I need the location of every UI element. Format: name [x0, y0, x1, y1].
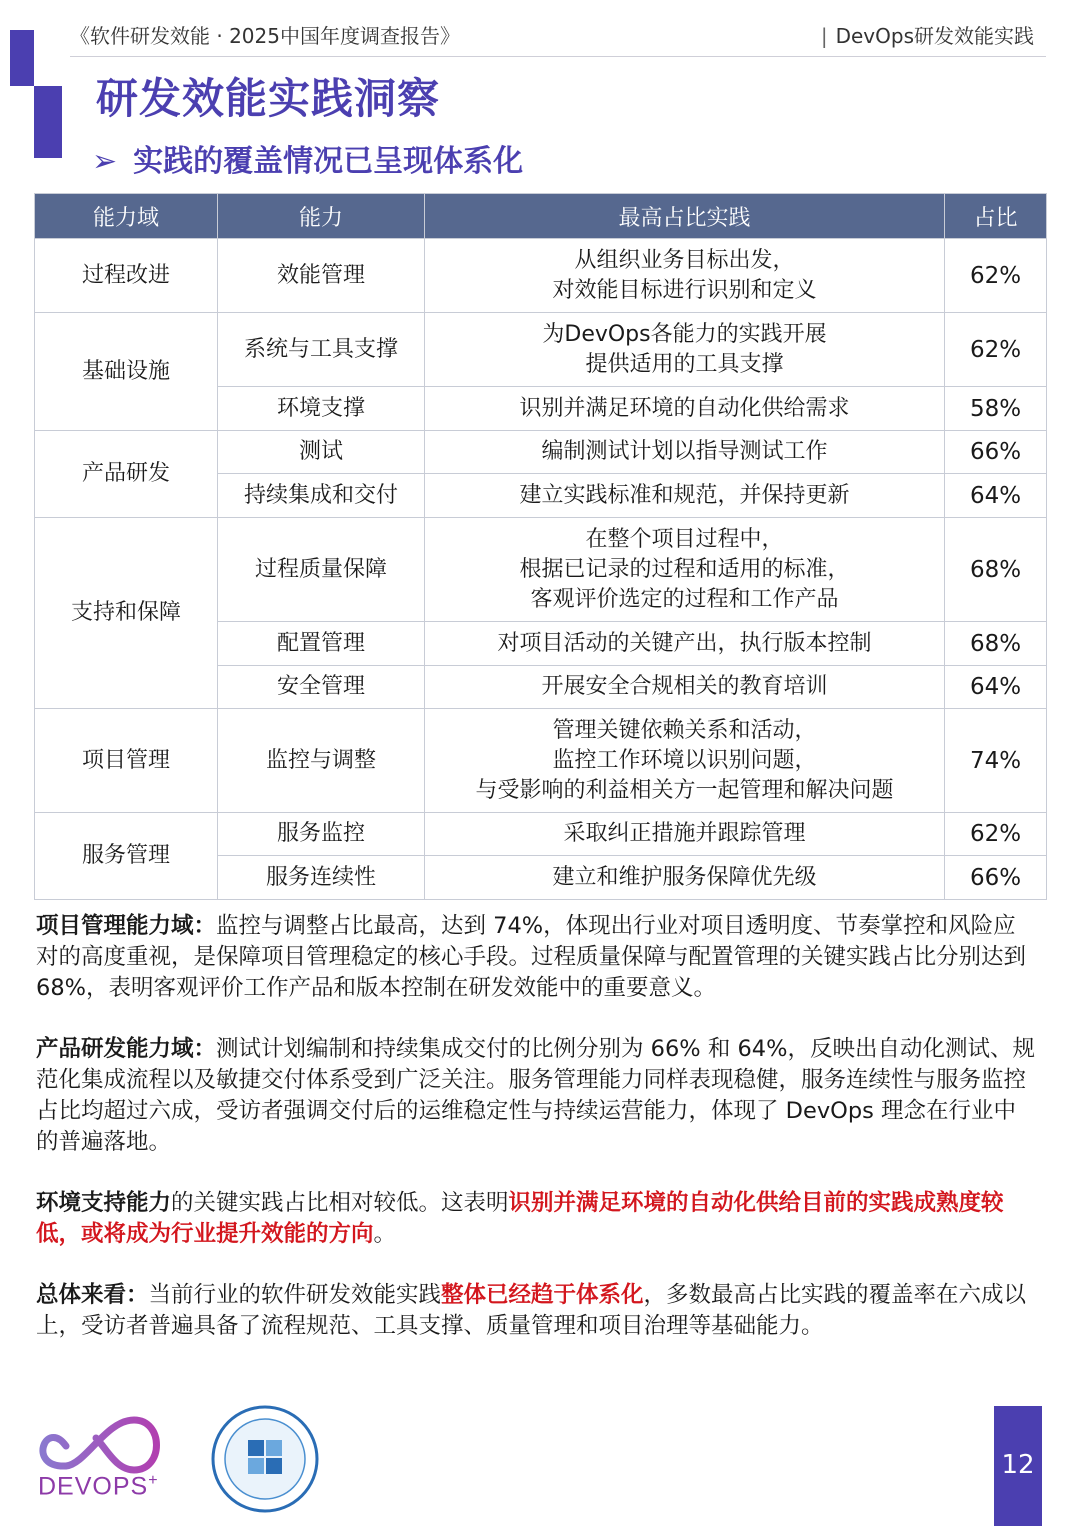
paragraph-body: 监控与调整占比最高，达到 74%，体现出行业对项目透明度、节奏掌控和风险应对的高度重视，是保障项目管理稳定的核心手段。过程质量保障与配置管理的关键实践占比分别达到 68%，表明客观评价工作产品和版本控制在研发效能中的重要意义。 — [36, 913, 1027, 1001]
practice-cell: 编制测试计划以指导测试工作 — [425, 431, 945, 474]
table-row — [35, 518, 1047, 622]
domain-cell: 支持和保障 — [35, 518, 218, 709]
header-capability: 能力 — [218, 194, 425, 239]
practice-cell: 建立实践标准和规范，并保持更新 — [425, 474, 945, 518]
capability-cell: 监控与调整 — [218, 709, 425, 813]
table-row — [35, 709, 1047, 813]
header-separator: | — [820, 24, 828, 48]
paragraph-body: 当前行业的软件研发效能实践 — [148, 1282, 442, 1308]
capability-cell: 效能管理 — [218, 239, 425, 313]
section-header — [821, 20, 1034, 49]
percentage-cell: 64% — [945, 474, 1047, 518]
association-seal-logo — [210, 1404, 320, 1514]
percentage-cell: 68% — [945, 518, 1047, 622]
header-decoration-bar — [10, 30, 34, 86]
percentage-cell: 62% — [945, 313, 1047, 387]
practice-table — [34, 193, 1047, 900]
header-decoration-bar — [34, 86, 62, 158]
practice-cell: 采取纠正措施并跟踪管理 — [425, 813, 945, 856]
capability-cell: 安全管理 — [218, 666, 425, 709]
capability-cell: 服务连续性 — [218, 856, 425, 900]
highlight-text: 识别并满足环境的自动化供给目前的实践成熟度较低，或将成为行业提升效能的方向 — [36, 1190, 1004, 1247]
table-row — [35, 239, 1047, 313]
paragraph-heading: 项目管理能力域： — [36, 913, 217, 939]
section-header-label: DevOps研发效能实践 — [835, 24, 1034, 48]
page-number: 12 — [1001, 1450, 1035, 1480]
paragraph-heading: 总体来看： — [36, 1282, 149, 1308]
table-row — [35, 813, 1047, 856]
practice-cell: 开展安全合规相关的教育培训 — [425, 666, 945, 709]
domain-cell: 项目管理 — [35, 709, 218, 813]
page-number-bar — [994, 1406, 1042, 1526]
paragraph — [36, 1188, 1036, 1250]
domain-cell: 服务管理 — [35, 813, 218, 900]
practice-cell: 为DevOps各能力的实践开展 提供适用的工具支撑 — [425, 313, 945, 387]
paragraph — [36, 1034, 1036, 1158]
percentage-cell: 64% — [945, 666, 1047, 709]
percentage-cell: 66% — [945, 856, 1047, 900]
paragraph-heading: 产品研发能力域： — [36, 1036, 217, 1062]
subtitle-text: 实践的覆盖情况已呈现体系化 — [133, 144, 524, 179]
header-percentage: 占比 — [945, 194, 1047, 239]
paragraph-body: ，多数最高占比实践的覆盖率在六成以上，受访者普遍具备了流程规范、工具支撑、质量管理和项目治理等基础能力。 — [36, 1282, 1027, 1339]
practice-cell: 建立和维护服务保障优先级 — [425, 856, 945, 900]
capability-cell: 系统与工具支撑 — [218, 313, 425, 387]
capability-cell: 服务监控 — [218, 813, 425, 856]
percentage-cell: 68% — [945, 622, 1047, 666]
logo-plus: + — [148, 1472, 159, 1489]
analysis-text — [36, 911, 1036, 1372]
highlight-text: 整体已经趋于体系化 — [441, 1282, 644, 1308]
percentage-cell: 74% — [945, 709, 1047, 813]
report-title-header: 《软件研发效能 · 2025中国年度调查报告》 — [70, 24, 460, 48]
table-row — [35, 313, 1047, 387]
capability-cell: 过程质量保障 — [218, 518, 425, 622]
paragraph — [36, 1280, 1036, 1342]
header-domain: 能力域 — [35, 194, 218, 239]
practice-cell: 在整个项目过程中， 根据已记录的过程和适用的标准， 客观评价选定的过程和工作产品 — [425, 518, 945, 622]
table-header-row — [35, 194, 1047, 239]
domain-cell: 基础设施 — [35, 313, 218, 431]
percentage-cell: 62% — [945, 239, 1047, 313]
percentage-cell: 62% — [945, 813, 1047, 856]
practice-cell: 识别并满足环境的自动化供给需求 — [425, 387, 945, 431]
capability-cell: 持续集成和交付 — [218, 474, 425, 518]
capability-cell: 环境支撑 — [218, 387, 425, 431]
arrow-bullet-icon: ➢ — [92, 144, 118, 179]
percentage-cell: 58% — [945, 387, 1047, 431]
paragraph-body: 测试计划编制和持续集成交付的比例分别为 66% 和 64%，反映出自动化测试、规范化集成流程以及敏捷交付体系受到广泛关注。服务管理能力同样表现稳健，服务连续性与服务监控占比均超过六成，受访者强调交付后的运维稳定性与持续运营能力，体现了 DevOps 理念在行业中的普遍落地。 — [36, 1036, 1035, 1155]
domain-cell: 产品研发 — [35, 431, 218, 518]
paragraph-body: 。 — [373, 1221, 397, 1247]
practice-cell: 对项目活动的关键产出，执行版本控制 — [425, 622, 945, 666]
capability-cell: 配置管理 — [218, 622, 425, 666]
header-practice: 最高占比实践 — [425, 194, 945, 239]
paragraph-heading: 环境支持能力 — [36, 1190, 172, 1216]
table-row — [35, 431, 1047, 474]
logo-text: DEVOPS — [38, 1472, 149, 1501]
domain-cell: 过程改进 — [35, 239, 218, 313]
paragraph — [36, 911, 1036, 1004]
header-divider — [70, 56, 1046, 57]
percentage-cell: 66% — [945, 431, 1047, 474]
practice-cell: 管理关键依赖关系和活动， 监控工作环境以识别问题， 与受影响的利益相关方一起管理和解决问题 — [425, 709, 945, 813]
paragraph-body: 的关键实践占比相对较低。这表明 — [171, 1190, 509, 1216]
devops-logo — [36, 1408, 166, 1508]
page-subtitle — [92, 136, 523, 180]
page-title: 研发效能实践洞察 — [96, 74, 441, 123]
capability-cell: 测试 — [218, 431, 425, 474]
practice-cell: 从组织业务目标出发， 对效能目标进行识别和定义 — [425, 239, 945, 313]
